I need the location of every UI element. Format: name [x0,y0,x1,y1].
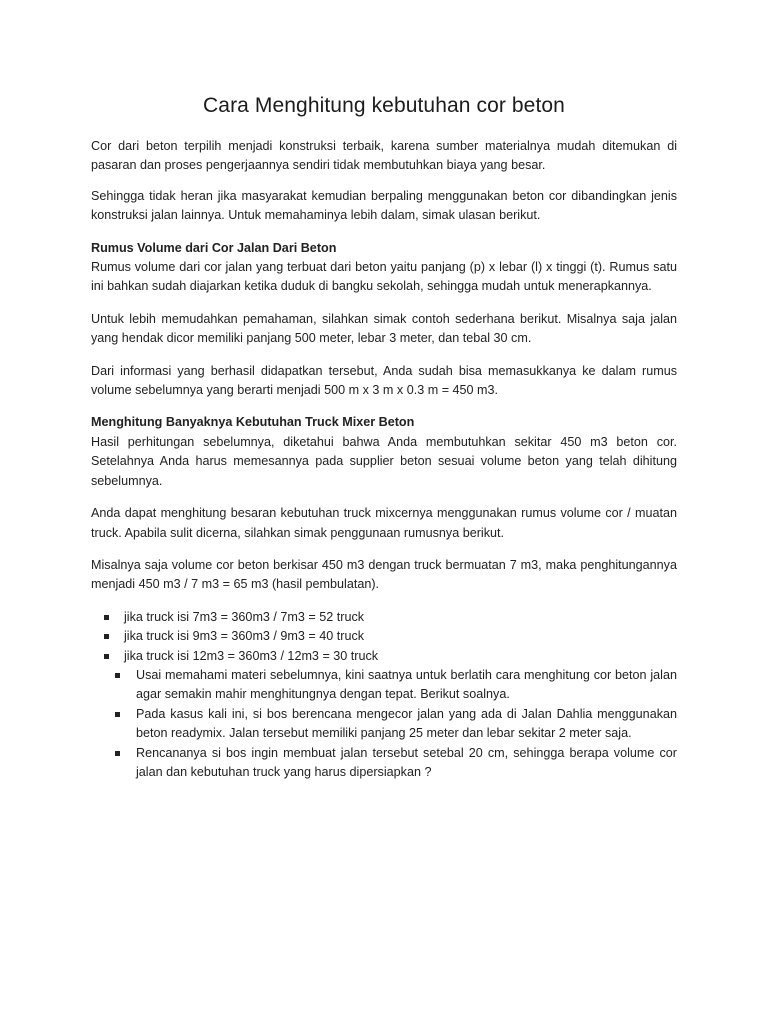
square-bullet-icon [115,751,120,756]
intro-paragraph-2: Sehingga tidak heran jika masyarakat kemudian berpaling menggunakan beton cor dibandingkan jenis konstruksi jalan lainnya. Untuk memahaminya lebih dalam, simak ulasan berikut. [91,188,677,223]
square-bullet-icon [115,712,120,717]
list-item [91,627,677,646]
list-item-text: jika truck isi 7m3 = 360m3 / 7m3 = 52 truck [124,609,365,624]
square-bullet-icon [104,634,109,639]
list-item [91,705,677,744]
list-item [91,744,677,783]
section-truck-body: Hasil perhitungan sebelumnya, diketahui bahwa Anda membutuhkan sekitar 450 m3 beton cor. Setelahnya Anda harus memesannya pada supplier beton sesuai volume beton yang telah dihitung sebelumnya. [91,434,677,488]
section-truck-example: Misalnya saja volume cor beton berkisar 450 m3 dengan truck bermuatan 7 m3, maka penghitungannya menjadi 450 m3 / 7 m3 = 65 m3 (hasil pembulatan). [91,557,677,592]
list-item [91,608,677,627]
list-item-text: jika truck isi 12m3 = 360m3 / 12m3 = 30 truck [124,648,379,663]
section-volume-result: Dari informasi yang berhasil didapatkan tersebut, Anda sudah bisa memasukkanya ke dalam rumus volume sebelumnya yang berarti menjadi 500 m x 3 m x 0.3 m = 450 m3. [91,363,677,398]
document-title: Cara Menghitung kebutuhan cor beton [203,94,565,117]
section-volume-example: Untuk lebih memudahkan pemahaman, silahkan simak contoh sederhana berikut. Misalnya saja jalan yang hendak dicor memiliki panjang 500 meter, lebar 3 meter, dan tebal 30 cm. [91,311,677,346]
document-content [91,92,677,782]
section-heading-truck-mixer: Menghitung Banyaknya Kebutuhan Truck Mixer Beton [91,415,415,430]
square-bullet-icon [104,615,109,620]
intro-paragraph-1: Cor dari beton terpilih menjadi konstruksi terbaik, karena sumber materialnya mudah ditemukan di pasaran dan proses pengerjaannya sendiri tidak membutuhkan biaya yang besar. [91,139,677,173]
truck-calculation-list [91,608,677,666]
section-truck-formula: Anda dapat menghitung besaran kebutuhan truck mixcernya menggunakan rumus volume cor / muatan truck. Apabila sulit dicerna, silahkan simak penggunaan rumusnya berikut. [91,506,677,540]
list-item [91,647,677,666]
list-item-text: Rencananya si bos ingin membuat jalan tersebut setebal 20 cm, sehingga berapa volume cor jalan dan kebutuhan truck yang harus dipersiapkan ? [136,745,677,779]
list-item [91,666,677,705]
list-item-text: jika truck isi 9m3 = 360m3 / 9m3 = 40 truck [124,629,365,644]
list-item-text: Pada kasus kali ini, si bos berencana mengecor jalan yang ada di Jalan Dahlia menggunakan beton readymix. Jalan tersebut memiliki panjang 25 meter dan lebar sekitar 2 meter saja. [136,706,677,741]
exercise-list [91,666,677,782]
square-bullet-icon [115,673,120,678]
section-heading-volume-formula: Rumus Volume dari Cor Jalan Dari Beton [91,240,337,255]
section-volume-body: Rumus volume dari cor jalan yang terbuat dari beton yaitu panjang (p) x lebar (l) x tinggi (t). Rumus satu ini bahkan sudah diajarkan ketika duduk di bangku sekolah, sehingga mudah untuk menerapkannya. [91,260,677,294]
square-bullet-icon [104,654,109,659]
list-item-text: Usai memahami materi sebelumnya, kini saatnya untuk berlatih cara menghitung cor beton jalan agar semakin mahir menghitungnya dengan tepat. Berikut soalnya. [136,667,677,702]
